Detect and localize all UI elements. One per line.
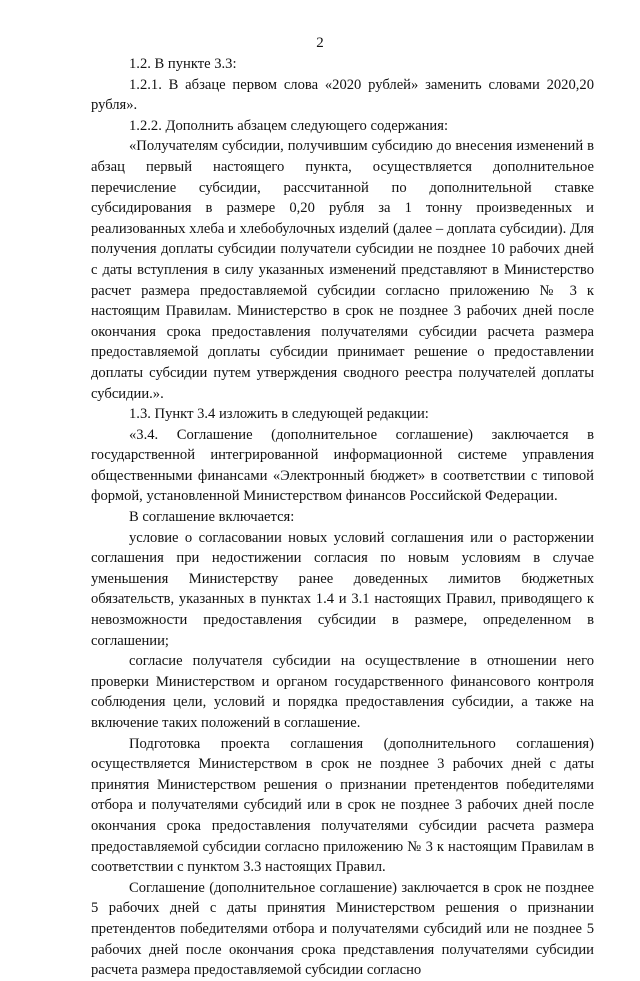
paragraph-condition: условие о согласовании новых условий соглашения или о расторжении соглашения при недостижении согласия по новым условиям в случае уменьшения Министерству ранее доведенных лимитов бюджетных обязательств, указанных в пунктах 1.4 и 3.1 настоящих Правил, приводящего к невозможности предоставления субсидии в размере, определенном в соглашении; xyxy=(91,529,594,649)
paragraph-1-3: 1.3. Пункт 3.4 изложить в следующей редакции: xyxy=(129,406,429,423)
paragraph-conclusion: Соглашение (дополнительное соглашение) заключается в срок не позднее 5 рабочих дней с даты принятия Министерством решения о признании претендентов победителями отбора и получателями субсидий или не позднее 5 рабочих дней после окончания срока представления получателями субсидии расчета размера предоставляемой субсидии согласно xyxy=(91,879,594,979)
paragraph-1-2-2: 1.2.2. Дополнить абзацем следующего содержания: xyxy=(129,117,449,134)
paragraph-quote-recipients: «Получателям субсидии, получившим субсидию до внесения изменений в абзац первый настоящего пункта, осуществляется дополнительное перечисление субсидии, рассчитанной по дополнительной ставке субсидирования в размере 0,20 рубля за 1 тонну произведенных и реализованных хлеба и хлебобулочных изделий (далее – доплата субсидии). Для получения доплаты субсидии получатели субсидии не позднее 10 рабочих дней с даты вступления в силу указанных изменений представляют в Министерство расчет размера предоставляемой субсидии согласно приложению № 3 к настоящим Правилам. Министерство в срок не позднее 3 рабочих дней после окончания срока предоставления получателями субсидии расчета размера предоставляемой доплаты субсидии принимает решение о предоставлении доплаты субсидии путем утверждения сводного реестра получателей доплаты субсидии.». xyxy=(91,138,594,402)
paragraph-1-2: 1.2. В пункте 3.3: xyxy=(129,56,237,72)
paragraph-preparation: Подготовка проекта соглашения (дополнительного соглашения) осуществляется Министерством в срок не позднее 3 рабочих дней с даты принятия Министерством решения о признании претендентов победителями отбора и получателями субсидий или в срок не позднее 3 рабочих дней после окончания срока предоставления получателями субсидии расчета размера предоставляемой субсидии согласно приложению № 3 к настоящим Правилам в соответствии с пунктом 3.3 настоящих Правил. xyxy=(91,735,594,876)
paragraph-1-2-1: 1.2.1. В абзаце первом слова «2020 рублей» заменить словами 2020,20 рубля». xyxy=(91,76,594,114)
paragraph-consent: согласие получателя субсидии на осуществление в отношении него проверки Министерством и органом государственного финансового контроля соблюдения цели, условий и порядка предоставления субсидии, а также на включение таких положений в соглашение. xyxy=(91,653,594,731)
page-number: 2 xyxy=(316,35,324,51)
document-body xyxy=(91,54,594,981)
paragraph-3-4: «3.4. Соглашение (дополнительное соглашение) заключается в государственной интегрированной информационной системе управления общественными финансами «Электронный бюджет» в соответствии с типовой формой, установленной Министерством финансов Российской Федерации. xyxy=(91,426,594,505)
paragraph-agreement-includes: В соглашение включается: xyxy=(129,509,295,526)
